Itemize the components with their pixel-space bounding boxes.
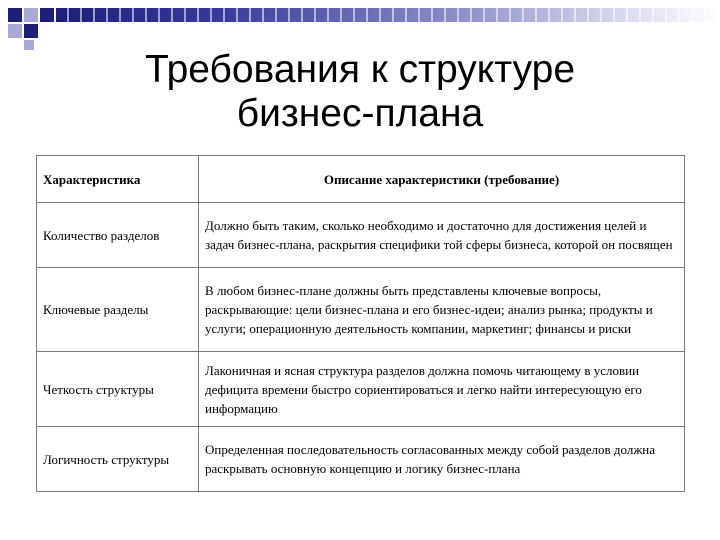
row-description: Определенная последовательность согласованных между собой разделов должна раскрывать основную концепцию и логику бизнес-плана [199, 427, 685, 492]
table-row [37, 268, 685, 352]
column-header-characteristic: Характеристика [37, 156, 199, 203]
corner-square-light-2 [8, 24, 22, 38]
corner-square-dark-1 [8, 8, 22, 22]
row-characteristic: Логичность структуры [37, 427, 199, 492]
table-header-row [37, 156, 685, 203]
corner-square-dark-2 [40, 8, 54, 22]
corner-square-light-1 [24, 8, 38, 22]
row-characteristic: Четкость структуры [37, 352, 199, 427]
requirements-table [36, 155, 685, 492]
table-row [37, 352, 685, 427]
row-characteristic: Ключевые разделы [37, 268, 199, 352]
table-row [37, 203, 685, 268]
row-description: Лаконичная и ясная структура разделов должна помочь читающему в условии дефицита времени быстро сориентироваться и легко найти интересующую его информацию [199, 352, 685, 427]
header-band-stripes [56, 8, 720, 22]
column-header-description: Описание характеристики (требование) [199, 156, 685, 203]
row-description: Должно быть таким, сколько необходимо и достаточно для достижения целей и задач бизнес-плана, раскрытия специфики той сферы бизнеса, которой он посвящен [199, 203, 685, 268]
corner-square-dark-3 [24, 24, 38, 38]
table-row [37, 427, 685, 492]
slide-title-line-1: Требования к структуре [144, 48, 576, 91]
slide-title [0, 48, 720, 136]
slide-title-line-2: бизнес-плана [236, 92, 484, 135]
row-description: В любом бизнес-плане должны быть представлены ключевые вопросы, раскрывающие: цели бизнес-плана и его бизнес-идеи; анализ рынка; продукты и услуги; операционную деятельность компании, маркетинг; финансы и риски [199, 268, 685, 352]
row-characteristic: Количество разделов [37, 203, 199, 268]
